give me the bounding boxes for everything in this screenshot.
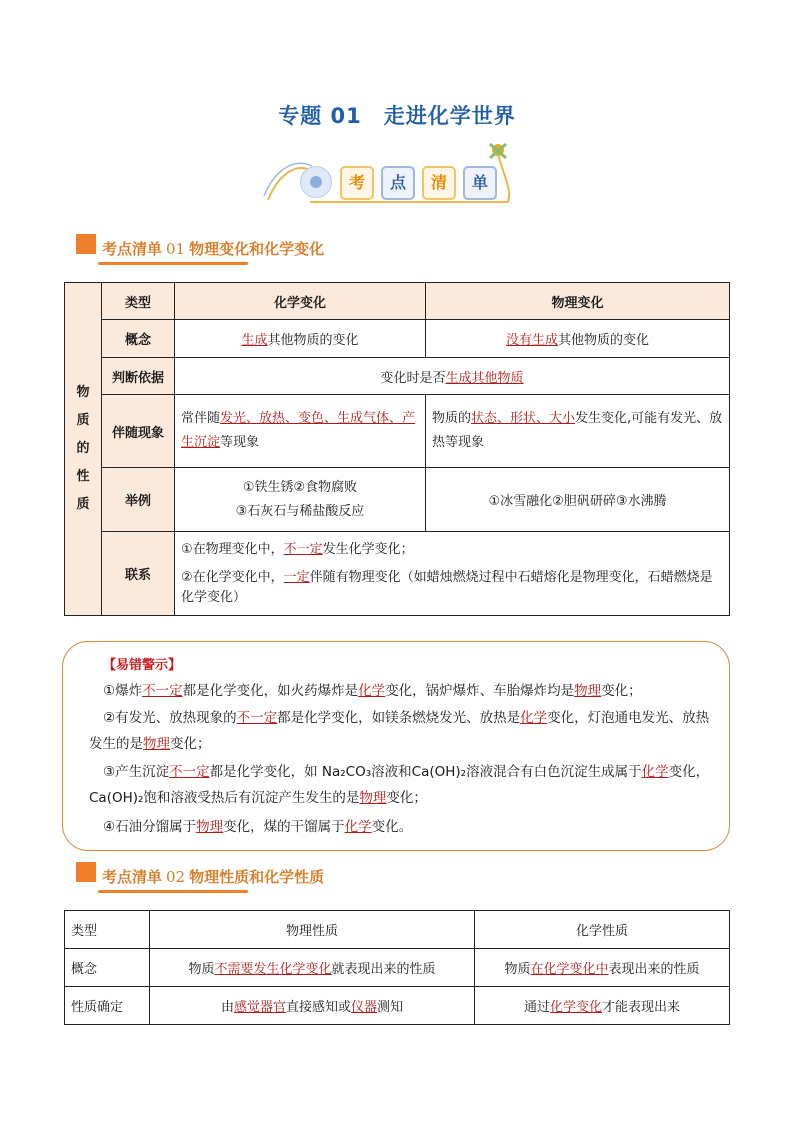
section-number: 01 [166, 240, 186, 258]
table-row [65, 358, 730, 395]
header-physical-change: 物理变化 [426, 283, 730, 320]
table-row [65, 468, 730, 532]
table-row [65, 949, 730, 987]
warning-line-3: ③产生沉淀不一定都是化学变化，如 Na₂CO₃溶液和Ca(OH)₂溶液混合有白色沉淀生成属于化学变化，Ca(OH)₂饱和溶液受热后有沉淀产生发生的是物理变化； [89, 764, 710, 806]
row-label-phenomena: 伴随现象 [102, 395, 175, 468]
table-row [65, 987, 730, 1025]
page-title [0, 100, 794, 130]
section-marker-icon [76, 234, 96, 254]
table-row [65, 320, 730, 358]
table-row [65, 911, 730, 949]
section-marker-icon [76, 862, 96, 882]
warning-line-4: ④石油分馏属于物理变化，煤的干馏属于化学变化。 [103, 819, 413, 835]
warning-line-2: ②有发光、放热现象的不一定都是化学变化，如镁条燃烧发光、放热是化学变化，灯泡通电发光、放热发生的是物理变化； [89, 710, 710, 752]
section-label: 考点清单 [102, 240, 163, 258]
row-label-example: 举例 [102, 468, 175, 532]
cell-phys-determine: 由感觉器官直接感知或仪器测知 [150, 987, 475, 1025]
header-type: 类型 [65, 911, 150, 949]
cell-phys-concept: 没有生成其他物质的变化 [426, 320, 730, 358]
section-heading-01 [76, 234, 476, 270]
title-number: 专题 01 [278, 104, 362, 128]
header-chemical-property: 化学性质 [475, 911, 730, 949]
warning-line-1: ①爆炸不一定都是化学变化，如火药爆炸是化学变化，锅炉爆炸、车胎爆炸均是物理变化； [103, 683, 642, 699]
section-underline [98, 262, 248, 265]
header-physical-property: 物理性质 [150, 911, 475, 949]
banner-circle-icon [300, 166, 332, 198]
table-row [65, 532, 730, 616]
section-number: 02 [166, 868, 186, 886]
row-label-link: 联系 [102, 532, 175, 616]
table-row [65, 395, 730, 468]
row-label-judge: 判断依据 [102, 358, 175, 395]
kaodian-banner [262, 140, 532, 210]
banner-char-dian: 点 [381, 166, 415, 200]
row-label-concept: 概念 [102, 320, 175, 358]
header-chemical-change: 化学变化 [175, 283, 426, 320]
cell-phys-phenomena: 物质的状态、形状、大小发生变化,可能有发光、放热等现象 [426, 395, 730, 468]
banner-char-dan: 单 [463, 166, 497, 200]
warning-heading: 【易错警示】 [103, 658, 182, 673]
warning-box [62, 641, 730, 851]
property-comparison-table [64, 910, 730, 1025]
cell-chem-concept: 生成其他物质的变化 [175, 320, 426, 358]
banner-char-kao: 考 [340, 166, 374, 200]
cell-chem-phenomena: 常伴随发光、放热、变色、生成气体、产生沉淀等现象 [175, 395, 426, 468]
cell-chem-determine: 通过化学变化才能表现出来 [475, 987, 730, 1025]
cell-chem-concept: 物质在化学变化中表现出来的性质 [475, 949, 730, 987]
change-comparison-table [64, 282, 730, 616]
title-text: 走进化学世界 [383, 104, 516, 128]
section-heading-02 [76, 862, 476, 898]
section-title: 物理变化和化学变化 [189, 240, 325, 258]
header-type: 类型 [102, 283, 175, 320]
section-title: 物理性质和化学性质 [189, 868, 325, 886]
cell-link: ①在物理变化中，不一定发生化学变化； ②在化学变化中，一定伴随有物理变化（如蜡烛燃烧过程中石蜡熔化是物理变化，石蜡燃烧是化学变化） [175, 532, 730, 616]
cell-phys-example: ①冰雪融化②胆矾研碎③水沸腾 [426, 468, 730, 532]
banner-char-qing: 清 [422, 166, 456, 200]
row-label-concept: 概念 [65, 949, 150, 987]
section-underline [98, 890, 248, 893]
cell-phys-concept: 物质不需要发生化学变化就表现出来的性质 [150, 949, 475, 987]
cell-judge: 变化时是否生成其他物质 [175, 358, 730, 395]
side-label: 物 质 的 性 质 [65, 283, 102, 616]
cell-chem-example: ①铁生锈②食物腐败 ③石灰石与稀盐酸反应 [175, 468, 426, 532]
row-label-determine: 性质确定 [65, 987, 150, 1025]
section-label: 考点清单 [102, 868, 163, 886]
